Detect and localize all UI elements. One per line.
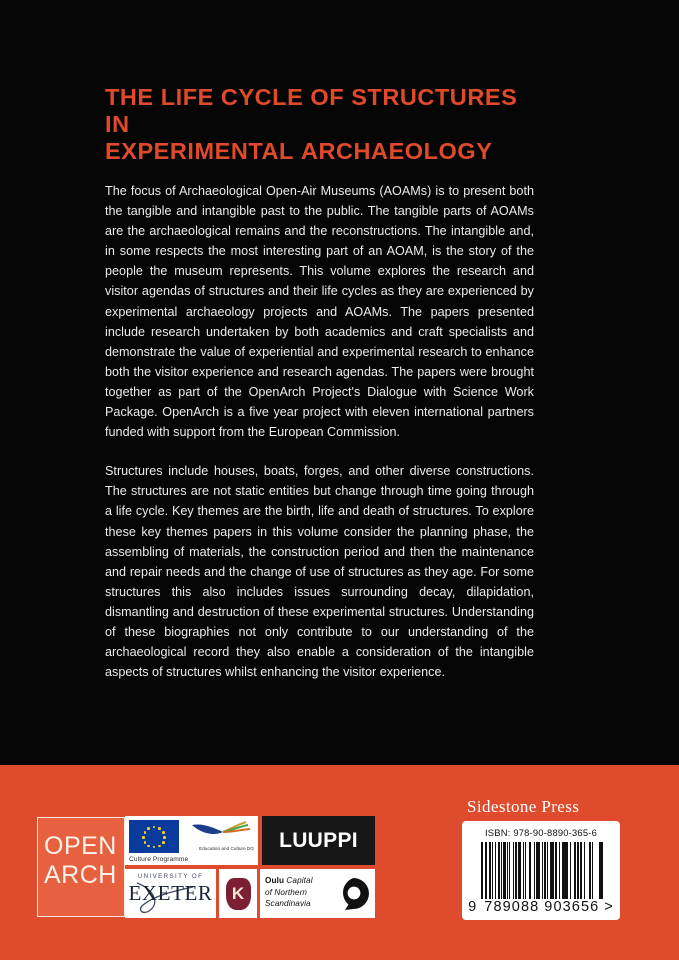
barcode-digit-group-1: 789088 [484, 899, 540, 915]
exeter-logo [125, 869, 216, 918]
isbn-barcode-box [462, 821, 620, 920]
barcode-digit-lead: 9 [468, 899, 478, 915]
openarch-logo-line-2: ARCH [44, 861, 117, 889]
oulu-logo-line-1-rest: Capital [284, 876, 313, 885]
barcode-bars [481, 842, 603, 899]
cover-text-column [105, 84, 534, 682]
title-line-1: THE LIFE CYCLE OF STRUCTURES IN [105, 84, 518, 137]
oulu-speech-bubble-icon [337, 877, 370, 910]
oulu-logo-line-2: of Northern [265, 887, 308, 897]
blurb-paragraph-1: The focus of Archaeological Open-Air Museums (AOAMs) is to present both the tangible and intangible past to the public. The tangible parts of AOAMs are the archaeological remains and the reconstructions. The intangible and, in some respects the most interesting part of an AOAM, is the story of the people the museum represents. This volume explores the research and visitor agendas of structures and their life cycles as they are experienced by experimental archaeology projects and AOAMs. The papers presented include research undertaken by both academics and craft specialists and demonstrate the value of experiential and experimental research to enhance both the visitor experience and research agendas. The papers were brought together as part of the OpenArch Project's Dialogue with Science Work Package. OpenArch is a five year project with eleven international partners funded with support from the European Commission. [105, 184, 534, 440]
oulu-logo [260, 869, 375, 918]
barcode-digits [462, 899, 620, 915]
isbn-label: ISBN: [485, 827, 511, 838]
oulu-logo-line-3: Scandinavia [265, 899, 311, 909]
eu-stars-icon [143, 826, 165, 848]
partner-logo-strip [125, 816, 375, 918]
oulu-logo-line-1-bold: Oulu [265, 876, 285, 885]
barcode-digit-group-2: 903656 [544, 899, 600, 915]
education-culture-bird-icon [190, 820, 252, 840]
luuppi-logo [262, 816, 375, 865]
exeter-logo-top-line: UNIVERSITY OF [137, 873, 204, 880]
blurb-paragraph-2: Structures include houses, boats, forges, and other diverse constructions. The structures are not static entities but change through time going through a life cycle. Key themes are the birth, life and death of structures. To explore these key themes papers in this volume consider the planning phase, the assembling of materials, the construction period and then the maintenance and repair needs and the change of use of structures as they age. For some structures this also includes issues surrounding decay, dilapidation, dismantling and destruction of these experimental structures. Understanding of these biographies not only contribute to our understanding of the archaeological record they also enable a consideration of the intangible aspects of structures whilst enhancing the visitor experience. [105, 464, 534, 680]
eu-dg-caption: Education and Culture DG [199, 846, 254, 851]
eu-flag-icon [129, 820, 179, 853]
eu-culture-programme-logo [125, 816, 258, 865]
oulu-logo-text [265, 875, 313, 910]
shield-glyph: K [231, 884, 245, 903]
publisher-name: Sidestone Press [467, 797, 580, 816]
isbn-number: 978-90-8890-365-6 [513, 827, 597, 838]
title-line-2-part-b: ARCHAEOLOGY [300, 138, 493, 164]
luuppi-logo-text: LUUPPI [279, 828, 358, 852]
title-line-2 [105, 138, 534, 165]
barcode-caret: > [604, 899, 614, 915]
title-line-2-part-a: EXPERIMENTAL [105, 138, 294, 164]
eu-programme-caption: Culture Programme [129, 856, 189, 863]
exeter-logo-main-line: EXETER [128, 881, 213, 905]
isbn-text [462, 827, 620, 838]
openarch-logo-line-1: OPEN [44, 832, 117, 860]
openarch-logo-text [44, 832, 117, 890]
shield-icon [226, 878, 251, 910]
kierikki-shield-logo [219, 869, 257, 918]
page-title [105, 84, 534, 165]
openarch-logo [37, 817, 125, 917]
